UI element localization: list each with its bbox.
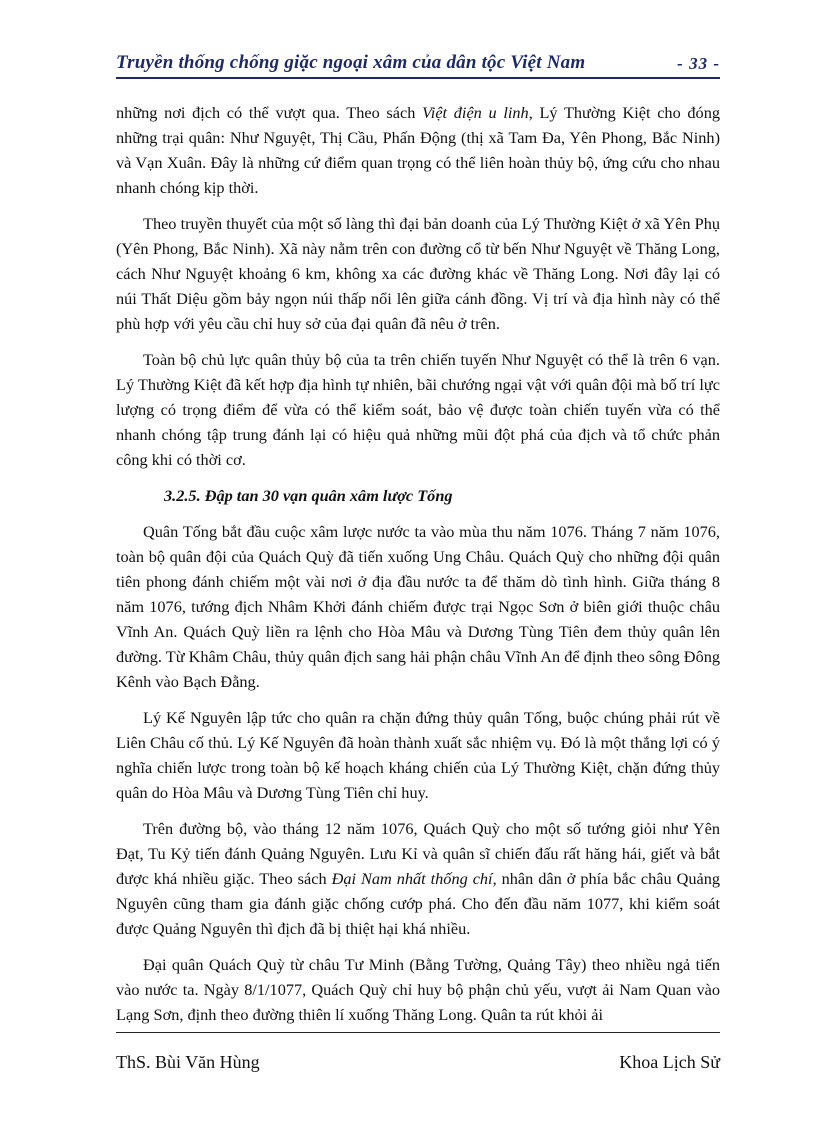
paragraph-4: Quân Tống bắt đầu cuộc xâm lược nước ta vào mùa thu năm 1076. Tháng 7 năm 1076, toàn bộ quân đội của Quách Quỳ đã tiến xuống Ung Châu. Quách Quỳ cho những đội quân tiên phong đánh chiếm một vài nơi ở địa đầu nước ta để thăm dò tình hình. Giữa tháng 8 năm 1076, tướng địch Nhâm Khởi đánh chiếm được trại Ngọc Sơn ở biên giới thuộc châu Vĩnh An. Quách Quỳ liền ra lệnh cho Hòa Mâu và Dương Tùng Tiên đem thủy quân lên đường. Từ Khâm Châu, thủy quân địch sang hải phận châu Vĩnh An để định theo sông Đông Kênh vào Bạch Đằng. (116, 522, 720, 691)
paragraph-6-part-b: , nhân dân ở phía bắc châu Quảng Nguyên cũng tham gia đánh giặc chống cướp phá. Cho đến đầu năm 1077, khi kiểm soát được Quảng Nguyên thì địch đã bị thiệt hại khá nhiều. (116, 869, 720, 938)
section-heading: 3.2.5. Đập tan 30 vạn quân xâm lược Tống (164, 486, 453, 505)
paragraph-3: Toàn bộ chủ lực quân thủy bộ của ta trên chiến tuyến Như Nguyệt có thể là trên 6 vạn. Lý Thường Kiệt đã kết hợp địa hình tự nhiên, bãi chướng ngại vật với quân đội mà bố trí lực lượng có trọng điểm để vừa có thể kiểm soát, bảo vệ được toàn chiến tuyến vừa có thể nhanh chóng tập trung đánh lại có hiệu quả những mũi đột phá của địch và tổ chức phản công khi có thời cơ. (116, 350, 720, 469)
paragraph-1-part-b: , Lý Thường Kiệt cho đóng những trại quân: Như Nguyệt, Thị Cầu, Phấn Động (thị xã Tam Đa, Yên Phong, Bắc Ninh) và Vạn Xuân. Đây là những cứ điểm quan trọng có thể liên hoàn thủy bộ, ứng cứu cho nhau nhanh chóng kịp thời. (116, 103, 720, 197)
footer-department: Khoa Lịch Sử (619, 1052, 720, 1072)
page-footer (116, 1052, 720, 1073)
page-header (116, 50, 720, 74)
page-number: - 33 - (677, 54, 720, 73)
running-title: Truyền thống chống giặc ngoại xâm của dân tộc Việt Nam (116, 52, 586, 73)
paragraph-1-part-a: những nơi địch có thể vượt qua. Theo sách (116, 103, 423, 122)
body-text (116, 100, 720, 1038)
paragraph-2: Theo truyền thuyết của một số làng thì đại bản doanh của Lý Thường Kiệt ở xã Yên Phụ (Yên Phong, Bắc Ninh). Xã này nằm trên con đường cổ từ bến Như Nguyệt về Thăng Long, cách Như Nguyệt khoảng 6 km, không xa các đường khác về Thăng Long. Nơi đây lại có núi Thất Diệu gồm bảy ngọn núi thấp nổi lên giữa cánh đồng. Vị trí và địa hình này có thể phù hợp với yêu cầu chỉ huy sở của đại quân đã nêu ở trên. (116, 214, 720, 333)
paragraph-1 (116, 100, 720, 200)
paragraph-5: Lý Kế Nguyên lập tức cho quân ra chặn đứng thủy quân Tống, buộc chúng phải rút về Liên Châu cố thủ. Lý Kế Nguyên đã hoàn thành xuất sắc nhiệm vụ. Đó là một thắng lợi có ý nghĩa chiến lược trong toàn bộ kế hoạch kháng chiến của Lý Thường Kiệt, chặn đứng thủy quân do Hòa Mâu và Dương Tùng Tiên chỉ huy. (116, 708, 720, 802)
book-title-viet-dien-u-linh: Việt điện u linh (422, 103, 529, 122)
header-divider (116, 77, 720, 79)
paragraph-7: Đại quân Quách Quỳ từ châu Tư Minh (Bằng Tường, Quảng Tây) theo nhiều ngả tiến vào nước ta. Ngày 8/1/1077, Quách Quỳ chỉ huy bộ phận chủ yếu, vượt ải Nam Quan vào Lạng Sơn, định theo đường thiên lí xuống Thăng Long. Quân ta rút khỏi ải (116, 955, 720, 1024)
footer-author: ThS. Bùi Văn Hùng (116, 1052, 260, 1072)
footer-divider (116, 1032, 720, 1033)
paragraph-6-part-a: Trên đường bộ, vào tháng 12 năm 1076, Quách Quỳ cho một số tướng giỏi như Yên Đạt, Tu Kỷ tiến đánh Quảng Nguyên. Lưu Kỉ và quân sĩ chiến đấu rất hăng hái, giết và bắt được khá nhiều giặc. Theo sách (116, 819, 720, 888)
book-title-dai-nam-nhat-thong-chi: Đại Nam nhất thống chí (331, 869, 493, 888)
paragraph-6 (116, 816, 720, 941)
